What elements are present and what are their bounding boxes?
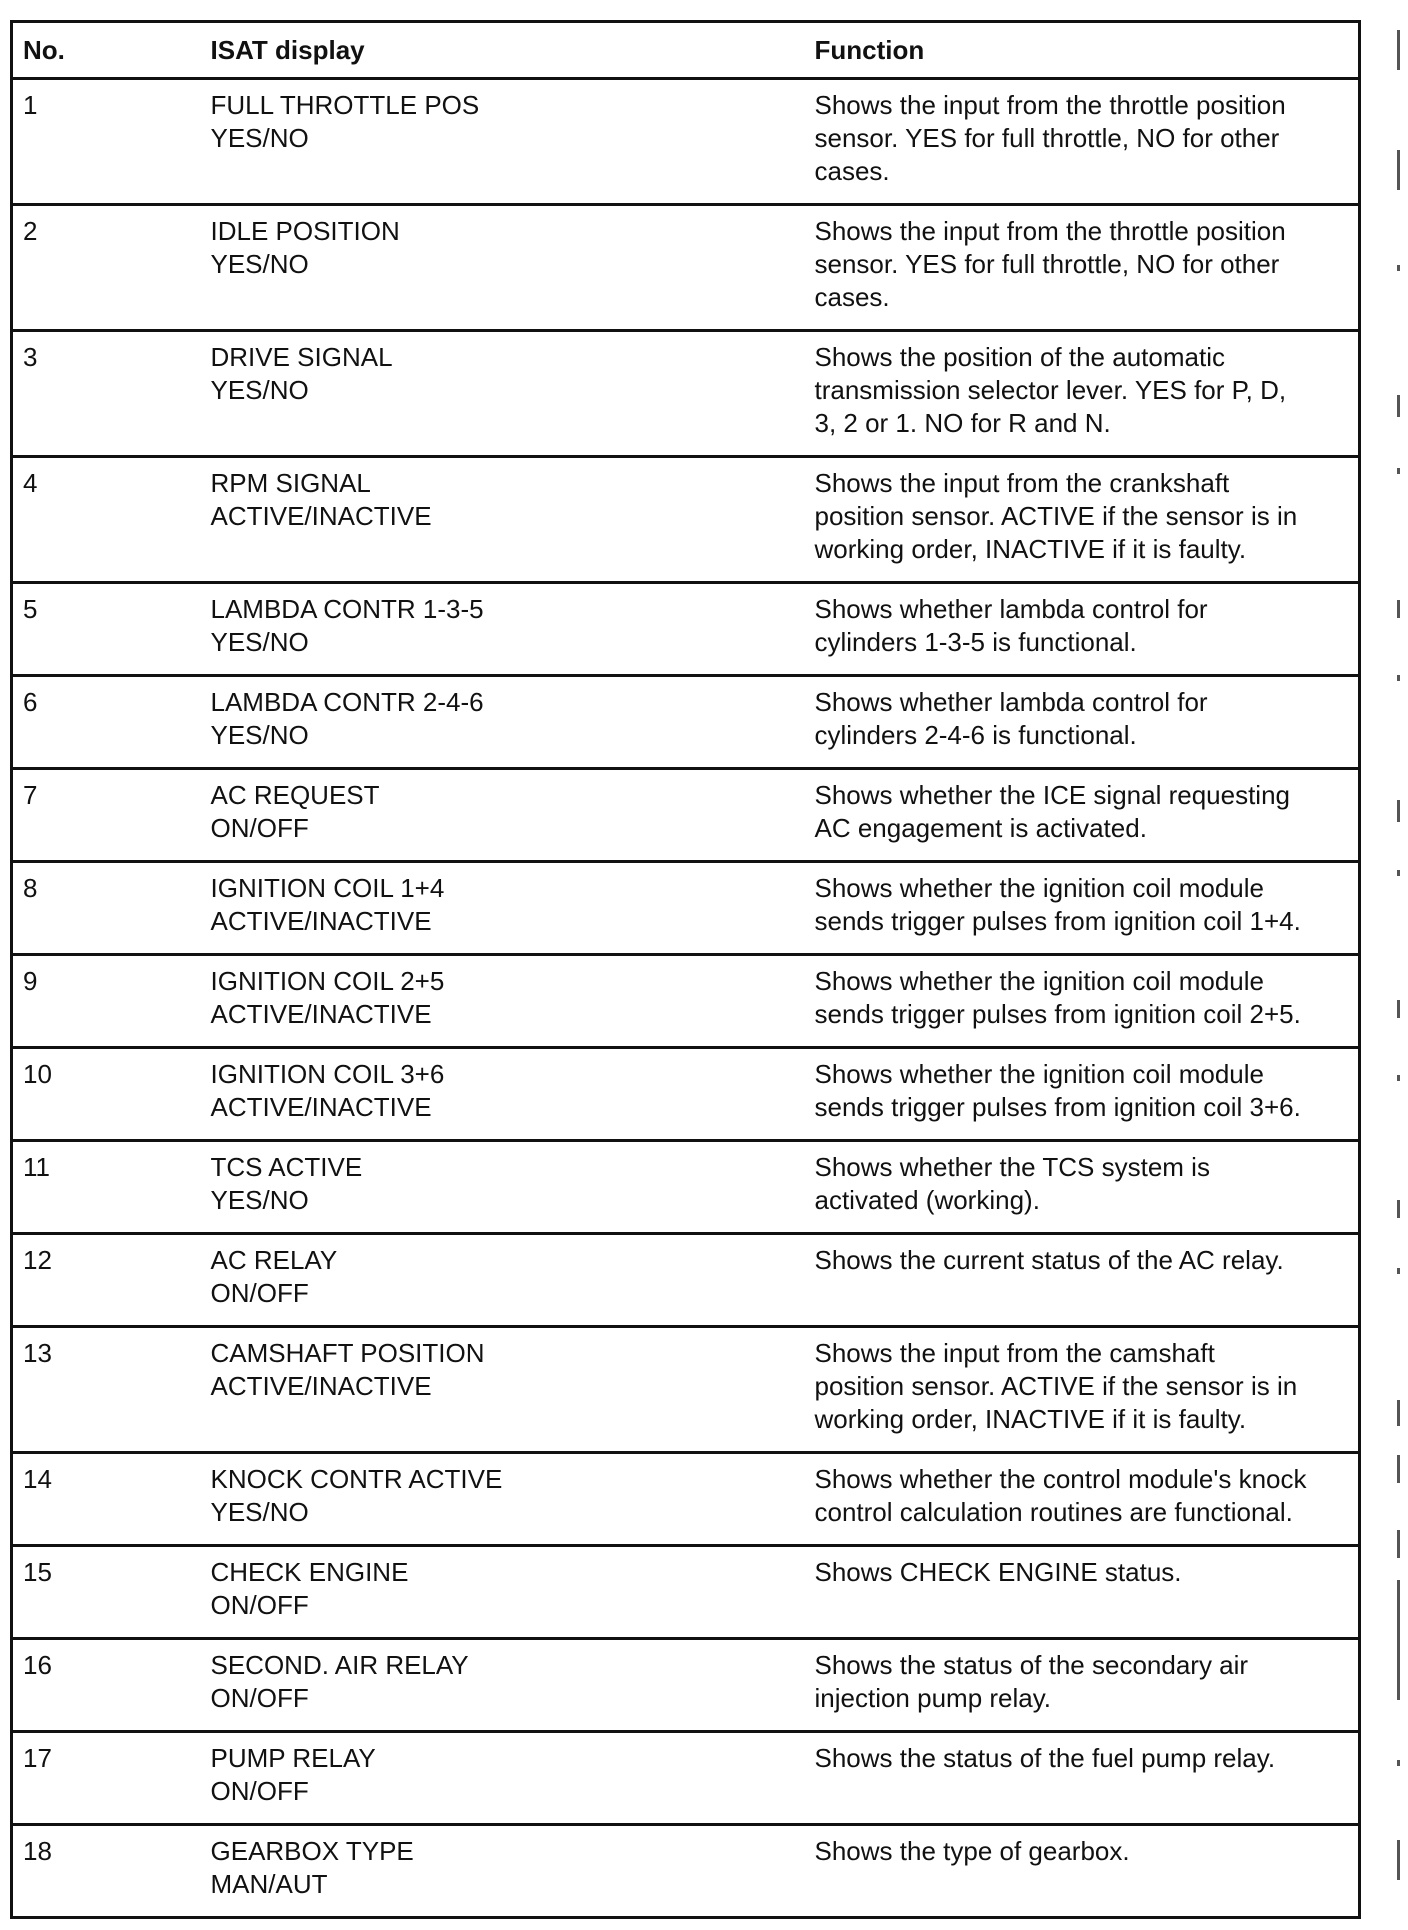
function-line: Shows the position of the automatic [814,342,1225,372]
cell-function [815,955,1360,1048]
isat-display-line: ON/OFF [210,1278,309,1308]
cell-no: 10 [12,1048,211,1141]
cell-function [815,1639,1360,1732]
function-line: Shows whether the TCS system is [814,1152,1210,1182]
isat-display-line: YES/NO [210,627,309,657]
header-isat-display: ISAT display [211,22,815,79]
table-row [12,1234,1360,1327]
table-row [12,79,1360,205]
scan-mark [1397,265,1400,271]
function-line: transmission selector lever. YES for P, D, [814,375,1287,405]
scan-mark [1397,1268,1400,1274]
isat-display-line: AC REQUEST [210,780,380,810]
isat-display-line: ACTIVE/INACTIVE [210,1092,432,1122]
table-row [12,1825,1360,1918]
cell-isat-display [211,1825,815,1918]
isat-display-line: MAN/AUT [210,1869,328,1899]
cell-isat-display [211,1732,815,1825]
cell-isat-display [211,955,815,1048]
function-line: sensor. YES for full throttle, NO for other [814,123,1280,153]
cell-isat-display [211,1546,815,1639]
scan-mark [1397,1075,1400,1081]
cell-isat-display [211,1453,815,1546]
cell-isat-display [211,205,815,331]
isat-display-line: CHECK ENGINE [210,1557,409,1587]
function-line: activated (working). [814,1185,1040,1215]
isat-display-line: ACTIVE/INACTIVE [210,906,432,936]
function-line: sends trigger pulses from ignition coil 1+4. [814,906,1301,936]
isat-display-line: ACTIVE/INACTIVE [210,999,432,1029]
function-line: Shows whether lambda control for [814,687,1208,717]
function-line: Shows the input from the throttle position [814,216,1286,246]
isat-display-line: ON/OFF [210,1776,309,1806]
cell-function [815,769,1360,862]
cell-no: 6 [12,676,211,769]
function-line: 3, 2 or 1. NO for R and N. [814,408,1111,438]
function-line: Shows whether the control module's knock [814,1464,1307,1494]
function-line: control calculation routines are functional. [814,1497,1293,1527]
function-line: injection pump relay. [814,1683,1052,1713]
isat-display-line: RPM SIGNAL [210,468,371,498]
scan-mark [1397,675,1400,681]
cell-no: 8 [12,862,211,955]
function-line: AC engagement is activated. [814,813,1147,843]
cell-isat-display [211,457,815,583]
cell-isat-display [211,676,815,769]
isat-display-line: TCS ACTIVE [210,1152,363,1182]
cell-no: 13 [12,1327,211,1453]
table-row [12,1639,1360,1732]
isat-display-line: AC RELAY [210,1245,338,1275]
cell-no: 5 [12,583,211,676]
scan-mark [1397,150,1400,190]
function-line: Shows the status of the fuel pump relay. [814,1743,1276,1773]
function-line: Shows whether the ignition coil module [814,873,1264,903]
isat-display-line: GEARBOX TYPE [210,1836,414,1866]
scan-mark [1397,395,1400,417]
function-line: sends trigger pulses from ignition coil 3+6. [814,1092,1301,1122]
cell-isat-display [211,1141,815,1234]
function-line: Shows the type of gearbox. [814,1836,1130,1866]
cell-isat-display [211,1639,815,1732]
cell-isat-display [211,1048,815,1141]
function-line: cylinders 1-3-5 is functional. [814,627,1137,657]
scan-mark [1397,800,1400,822]
function-line: Shows whether lambda control for [814,594,1208,624]
cell-function [815,1048,1360,1141]
cell-isat-display [211,1234,815,1327]
table-row [12,676,1360,769]
isat-display-line: LAMBDA CONTR 2-4-6 [210,687,484,717]
table-row [12,331,1360,457]
cell-function [815,1825,1360,1918]
cell-no: 14 [12,1453,211,1546]
cell-no: 17 [12,1732,211,1825]
function-line: Shows the input from the throttle position [814,90,1286,120]
cell-function [815,1546,1360,1639]
function-line: cases. [814,156,890,186]
table-row [12,955,1360,1048]
isat-display-line: YES/NO [210,1497,309,1527]
function-line: Shows whether the ignition coil module [814,966,1264,996]
scan-mark [1397,1580,1400,1700]
cell-isat-display [211,1327,815,1453]
cell-no: 12 [12,1234,211,1327]
isat-display-line: ON/OFF [210,1590,309,1620]
cell-no: 16 [12,1639,211,1732]
cell-no: 11 [12,1141,211,1234]
isat-display-line: YES/NO [210,375,309,405]
table-body [12,79,1360,1918]
function-line: position sensor. ACTIVE if the sensor is in [814,501,1298,531]
function-line: cylinders 2-4-6 is functional. [814,720,1137,750]
table-row [12,1327,1360,1453]
table-row [12,862,1360,955]
cell-no: 18 [12,1825,211,1918]
scan-mark [1397,1400,1400,1426]
function-line: cases. [814,282,890,312]
function-line: Shows the input from the crankshaft [814,468,1230,498]
isat-display-line: IGNITION COIL 2+5 [210,966,445,996]
cell-function [815,457,1360,583]
table-row [12,1546,1360,1639]
function-line: Shows whether the ICE signal requesting [814,780,1290,810]
cell-no: 3 [12,331,211,457]
cell-no: 15 [12,1546,211,1639]
cell-function [815,1234,1360,1327]
header-row [12,22,1360,79]
isat-display-line: YES/NO [210,720,309,750]
function-line: Shows the current status of the AC relay. [814,1245,1284,1275]
table-row [12,769,1360,862]
scan-mark [1397,1530,1400,1558]
document-page [10,20,1358,1910]
table-row [12,1141,1360,1234]
isat-display-line: FULL THROTTLE POS [210,90,480,120]
isat-display-table [10,20,1361,1919]
function-line: Shows the input from the camshaft [814,1338,1215,1368]
cell-function [815,79,1360,205]
function-line: working order, INACTIVE if it is faulty. [814,534,1247,564]
cell-no: 4 [12,457,211,583]
scan-mark [1397,1760,1400,1766]
function-line: sends trigger pulses from ignition coil 2+5. [814,999,1301,1029]
function-line: working order, INACTIVE if it is faulty. [814,1404,1247,1434]
function-line: Shows the status of the secondary air [814,1650,1249,1680]
scan-mark [1397,30,1400,70]
isat-display-line: CAMSHAFT POSITION [210,1338,485,1368]
cell-function [815,1732,1360,1825]
table-row [12,1048,1360,1141]
cell-function [815,676,1360,769]
table-row [12,583,1360,676]
scan-margin-artifacts [1395,0,1405,1930]
cell-no: 2 [12,205,211,331]
cell-no: 7 [12,769,211,862]
isat-display-line: IDLE POSITION [210,216,400,246]
cell-isat-display [211,769,815,862]
scan-mark [1397,600,1400,618]
cell-isat-display [211,862,815,955]
cell-no: 1 [12,79,211,205]
function-line: Shows CHECK ENGINE status. [814,1557,1182,1587]
scan-mark [1397,870,1400,876]
scan-mark [1397,468,1400,474]
cell-no: 9 [12,955,211,1048]
isat-display-line: PUMP RELAY [210,1743,376,1773]
cell-function [815,1141,1360,1234]
function-line: Shows whether the ignition coil module [814,1059,1264,1089]
cell-function [815,331,1360,457]
scan-mark [1397,1000,1400,1018]
cell-isat-display [211,331,815,457]
isat-display-line: ON/OFF [210,1683,309,1713]
isat-display-line: YES/NO [210,1185,309,1215]
cell-function [815,862,1360,955]
cell-function [815,1453,1360,1546]
scan-mark [1397,1840,1400,1880]
isat-display-line: ON/OFF [210,813,309,843]
isat-display-line: KNOCK CONTR ACTIVE [210,1464,503,1494]
table-row [12,205,1360,331]
cell-isat-display [211,583,815,676]
isat-display-line: ACTIVE/INACTIVE [210,501,432,531]
scan-mark [1397,1200,1400,1218]
header-function: Function [815,22,1360,79]
cell-isat-display [211,79,815,205]
scan-mark [1397,1455,1400,1483]
table-row [12,1453,1360,1546]
isat-display-line: LAMBDA CONTR 1-3-5 [210,594,484,624]
isat-display-line: YES/NO [210,249,309,279]
table-row [12,1732,1360,1825]
function-line: sensor. YES for full throttle, NO for other [814,249,1280,279]
isat-display-line: YES/NO [210,123,309,153]
isat-display-line: ACTIVE/INACTIVE [210,1371,432,1401]
isat-display-line: SECOND. AIR RELAY [210,1650,469,1680]
table-row [12,457,1360,583]
cell-function [815,1327,1360,1453]
table-header [12,22,1360,79]
isat-display-line: IGNITION COIL 1+4 [210,873,445,903]
function-line: position sensor. ACTIVE if the sensor is in [814,1371,1298,1401]
cell-function [815,205,1360,331]
header-no: No. [12,22,211,79]
cell-function [815,583,1360,676]
isat-display-line: DRIVE SIGNAL [210,342,393,372]
isat-display-line: IGNITION COIL 3+6 [210,1059,445,1089]
